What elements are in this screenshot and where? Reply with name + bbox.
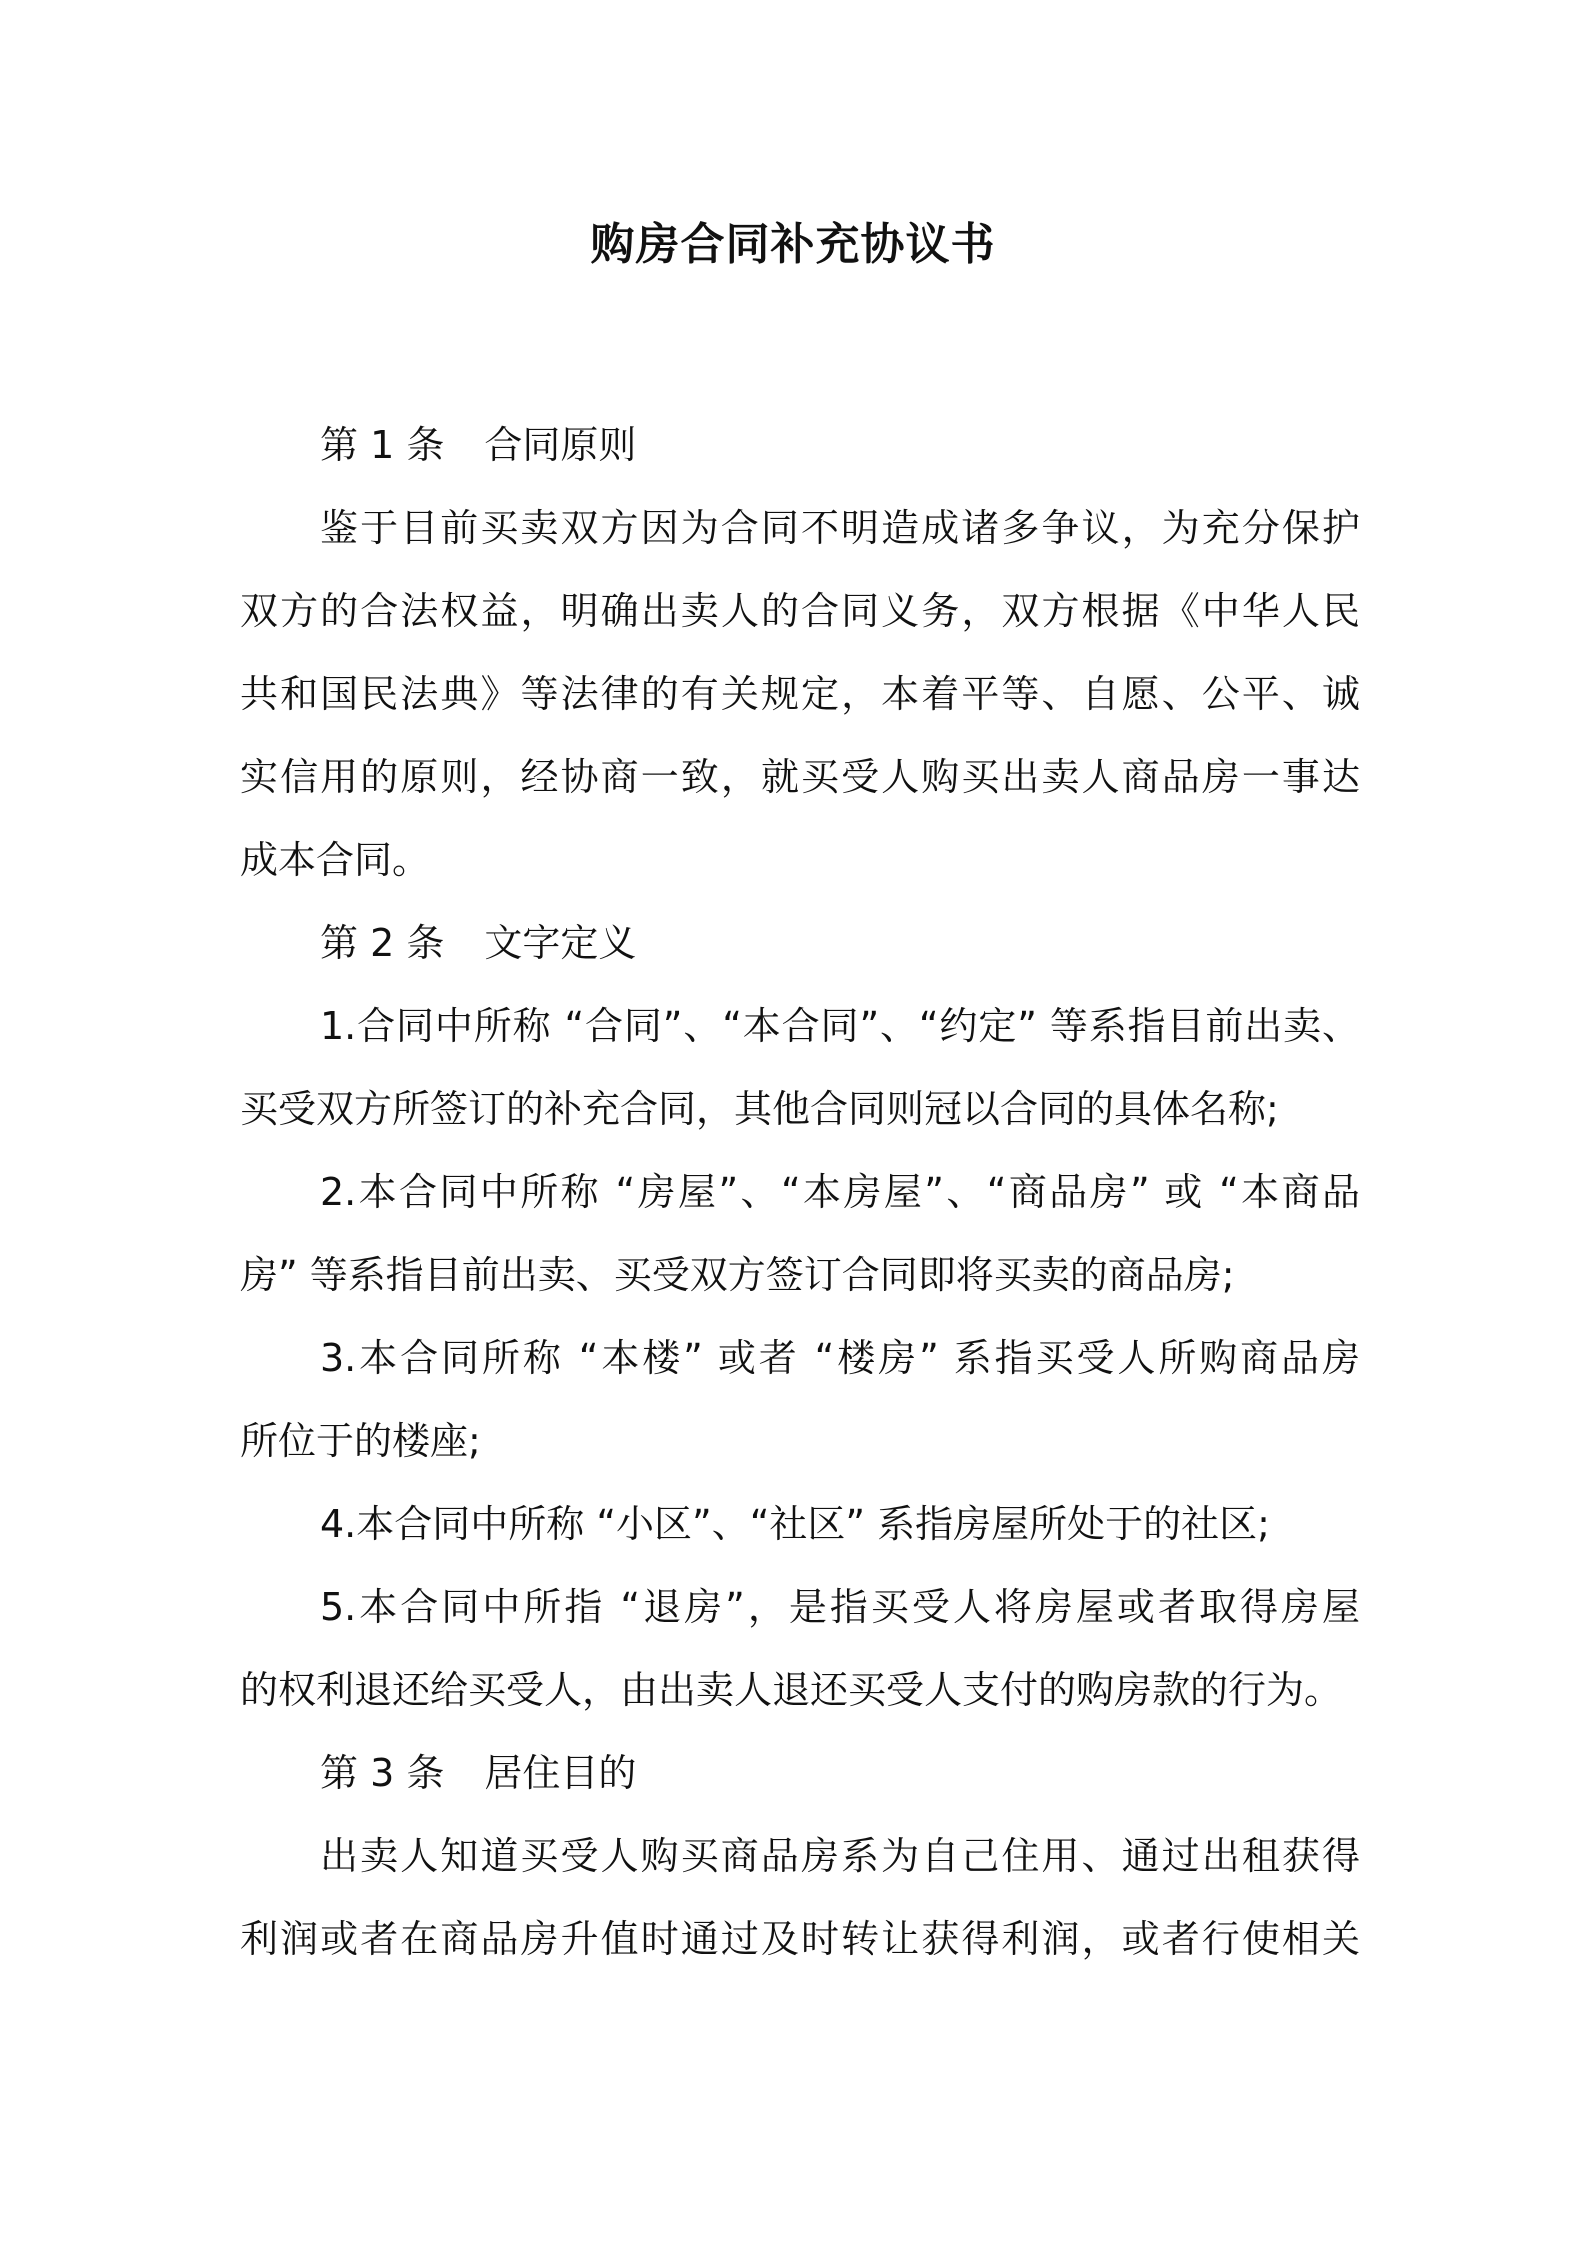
paragraph-line: 出卖人知道买受人购买商品房系为自己住用、通过出租获得 <box>320 1834 1360 1878</box>
paragraph-line: 双方的合法权益，明确出卖人的合同义务，双方根据《中华人民 <box>240 589 1360 633</box>
paragraph-line: 1.合同中所称 “合同”、“本合同”、“约定” 等系指目前出卖、 <box>320 1004 1360 1048</box>
paragraph-line: 利润或者在商品房升值时通过及时转让获得利润，或者行使相关 <box>240 1917 1360 1961</box>
section-number: 第 1 条 <box>320 423 445 467</box>
paragraph-line: 2.本合同中所称 “房屋”、“本房屋”、“商品房” 或 “本商品 <box>320 1170 1360 1214</box>
paragraph-line: 实信用的原则，经协商一致，就买受人购买出卖人商品房一事达 <box>240 755 1360 799</box>
paragraph-line: 共和国民法典》等法律的有关规定，本着平等、自愿、公平、诚 <box>240 672 1360 716</box>
paragraph-line: 5.本合同中所指 “退房”，是指买受人将房屋或者取得房屋 <box>320 1585 1360 1629</box>
document-body <box>240 404 1360 1981</box>
paragraph-line: 买受双方所签订的补充合同，其他合同则冠以合同的具体名称; <box>240 1087 1279 1131</box>
paragraph-line: 所位于的楼座; <box>240 1419 481 1463</box>
section-heading-1 <box>240 404 1360 487</box>
paragraph-line: 4.本合同中所称 “小区”、“社区” 系指房屋所处于的社区; <box>320 1502 1270 1546</box>
section-title: 文字定义 <box>484 921 637 965</box>
paragraph-line: 的权利退还给买受人，由出卖人退还买受人支付的购房款的行为。 <box>240 1668 1343 1712</box>
paragraph-line: 鉴于目前买卖双方因为合同不明造成诸多争议，为充分保护 <box>320 506 1360 550</box>
section-number: 第 3 条 <box>320 1751 445 1795</box>
section-title: 居住目的 <box>484 1751 637 1795</box>
section-heading-3 <box>240 1732 1360 1815</box>
section-title: 合同原则 <box>484 423 637 467</box>
paragraph-line: 成本合同。 <box>240 838 431 882</box>
paragraph-line: 3.本合同所称 “本楼” 或者 “楼房” 系指买受人所购商品房 <box>320 1336 1360 1380</box>
section-number: 第 2 条 <box>320 921 445 965</box>
section-heading-2 <box>240 902 1360 985</box>
document-title: 购房合同补充协议书 <box>590 219 996 270</box>
paragraph-line: 房” 等系指目前出卖、买受双方签订合同即将买卖的商品房; <box>240 1253 1235 1297</box>
